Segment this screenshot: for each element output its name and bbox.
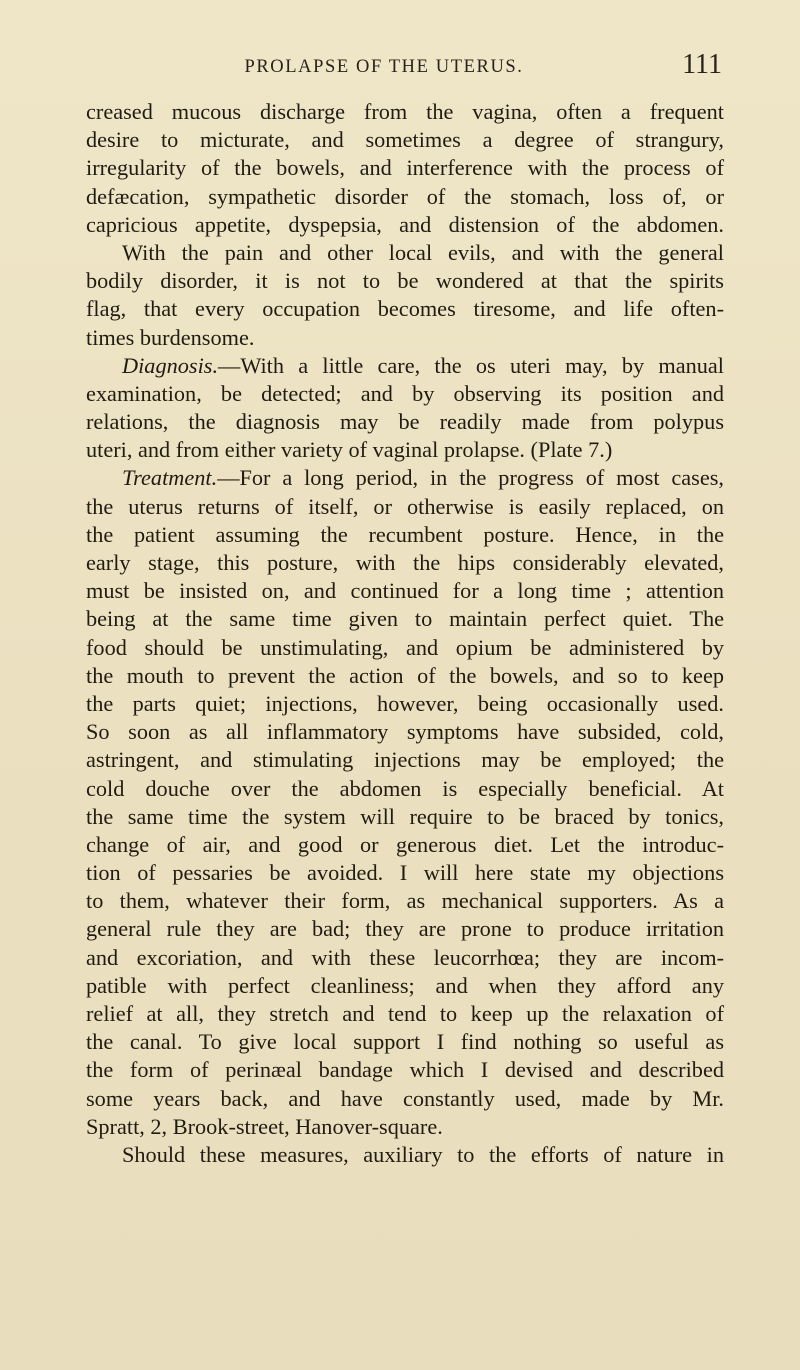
line-text: bodily disorder, it is not to be wondered at that the spirits (86, 268, 724, 294)
text-line (86, 549, 724, 577)
text-line (86, 352, 724, 380)
section-heading: Treatment. (122, 465, 218, 491)
text-line (86, 803, 724, 831)
line-text: the mouth to prevent the action of the bowels, and so to keep (86, 662, 724, 688)
line-text: some years back, and have constantly used, made by Mr. (86, 1085, 724, 1111)
text-line (86, 464, 724, 492)
line-text: examination, be detected; and by observing its position and (86, 380, 724, 406)
text-line (86, 154, 724, 182)
text-line (86, 521, 724, 549)
line-text: desire to micturate, and sometimes a degree of strangury, (86, 127, 724, 153)
line-text: relations, the diagnosis may be readily made from polypus (86, 409, 724, 435)
line-text: —With a little care, the os uteri may, by manual (218, 352, 724, 378)
line-text: astringent, and stimulating injections may be employed; the (86, 747, 724, 773)
line-text: the same time the system will require to be braced by tonics, (86, 803, 724, 829)
page-number: 111 (682, 49, 722, 80)
text-line (86, 408, 724, 436)
line-text: relief at all, they stretch and tend to keep up the relaxation of (86, 1001, 724, 1026)
line-text: uteri, and from either variety of vaginal prolapse. (Plate 7.) (86, 437, 613, 463)
line-text: must be insisted on, and continued for a long time ; attention (86, 578, 724, 604)
text-line (86, 1028, 724, 1056)
text-line (86, 211, 724, 239)
text-line (86, 295, 724, 323)
line-text: change of air, and good or generous diet. Let the introduc- (86, 831, 724, 857)
running-head: PROLAPSE OF THE UTERUS. (244, 57, 524, 77)
text-line (86, 605, 724, 633)
line-text: the canal. To give local support I find nothing so useful as (86, 1029, 724, 1055)
line-text: —For a long period, in the progress of most cases, (217, 465, 724, 491)
line-text: Spratt, 2, Brook-street, Hanover-square. (86, 1113, 443, 1139)
text-line (86, 690, 724, 718)
line-text: Should these measures, auxiliary to the efforts of nature in (122, 1141, 724, 1167)
line-text: the parts quiet; injections, however, being occasionally used. (86, 690, 724, 716)
line-text: patible with perfect cleanliness; and when they afford any (86, 972, 724, 998)
line-text: the uterus returns of itself, or otherwise is easily replaced, on (86, 493, 724, 519)
line-text: food should be unstimulating, and opium be administered by (86, 634, 724, 660)
text-line (86, 1113, 724, 1141)
text-line (86, 1085, 724, 1113)
line-text: times burdensome. (86, 324, 255, 350)
text-line (86, 831, 724, 859)
section-heading: Diagnosis. (122, 352, 219, 378)
line-text: irregularity of the bowels, and interference with the process of (86, 155, 724, 181)
line-text: being at the same time given to maintain perfect quiet. The (86, 606, 724, 632)
text-line (86, 126, 724, 154)
text-line (86, 267, 724, 295)
line-text: and excoriation, and with these leucorrhœa; they are incom- (86, 944, 724, 970)
body-text (86, 98, 724, 1169)
text-line (86, 634, 724, 662)
text-line (86, 324, 724, 352)
text-line (86, 1000, 724, 1028)
line-text: With the pain and other local evils, and with the general (122, 239, 724, 265)
text-line (86, 239, 724, 267)
text-line (86, 577, 724, 605)
page-header (94, 49, 722, 83)
line-text: tion of pessaries be avoided. I will here state my objections (86, 860, 724, 886)
line-text: general rule they are bad; they are prone to produce irritation (86, 916, 724, 942)
text-line (86, 493, 724, 521)
text-line (86, 775, 724, 803)
text-line (86, 380, 724, 408)
line-text: defæcation, sympathetic disorder of the stomach, loss of, or (86, 183, 724, 209)
line-text: creased mucous discharge from the vagina, often a frequent (86, 99, 724, 124)
text-line (86, 436, 724, 464)
text-line (86, 972, 724, 1000)
text-line (86, 1141, 724, 1169)
text-line (86, 887, 724, 915)
line-text: the patient assuming the recumbent posture. Hence, in the (86, 521, 724, 547)
line-text: So soon as all inflammatory symptoms have subsided, cold, (86, 719, 724, 745)
text-line (86, 183, 724, 211)
text-line (86, 718, 724, 746)
text-line (86, 746, 724, 774)
line-text: the form of perinæal bandage which I devised and described (86, 1057, 724, 1083)
text-line (86, 662, 724, 690)
text-line (86, 98, 724, 126)
text-line (86, 915, 724, 943)
line-text: cold douche over the abdomen is especially beneficial. At (86, 775, 724, 801)
line-text: flag, that every occupation becomes tiresome, and life often- (86, 296, 724, 322)
text-line (86, 859, 724, 887)
text-line (86, 1056, 724, 1084)
text-line (86, 944, 724, 972)
line-text: to them, whatever their form, as mechanical supporters. As a (86, 888, 724, 914)
line-text: capricious appetite, dyspepsia, and distension of the abdomen. (86, 211, 724, 237)
line-text: early stage, this posture, with the hips considerably elevated, (86, 550, 724, 575)
